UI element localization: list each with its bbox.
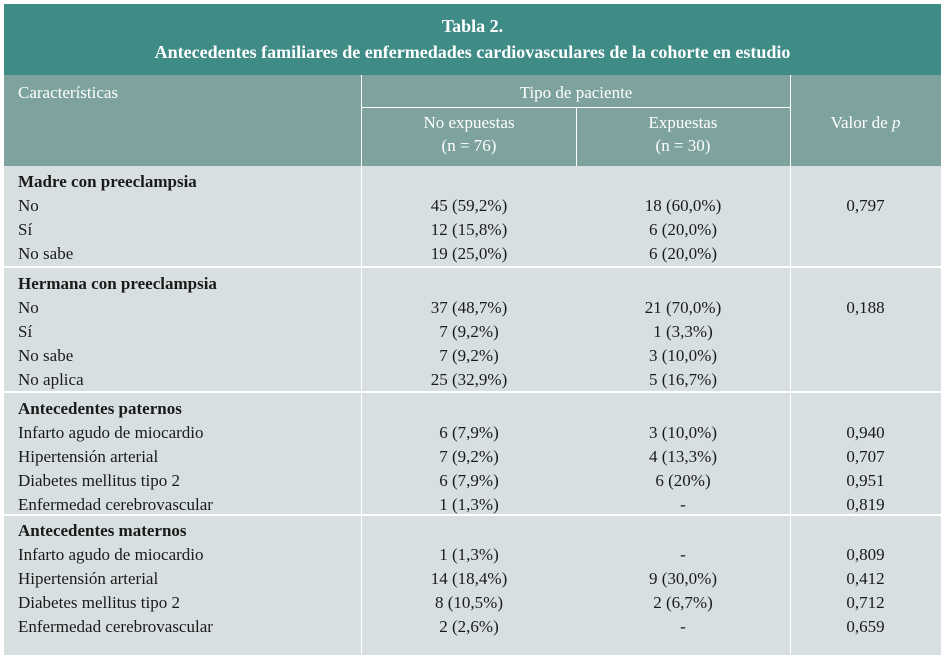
cell-expuestas: 5 (16,7%) [649, 370, 717, 389]
header-subline [361, 107, 791, 108]
cell-no-expuestas: 6 (7,9%) [439, 471, 499, 490]
cell-valor-p: 0,707 [846, 447, 885, 466]
table-row [4, 368, 941, 392]
cell-expuestas: 21 (70,0%) [644, 298, 722, 317]
cell-valor-p: 0,412 [846, 569, 885, 588]
table-row [4, 296, 941, 320]
table-row [4, 543, 941, 567]
section-title: Hermana con preeclampsia [18, 274, 217, 293]
cell-valor-p: 0,797 [846, 196, 885, 215]
row-label: Hipertensión arterial [18, 447, 159, 466]
table-title: Antecedentes familiares de enfermedades cardiovasculares de la cohorte en estudio [154, 42, 791, 62]
row-label: No [18, 196, 39, 215]
table-row [4, 242, 941, 266]
cell-expuestas: - [680, 495, 686, 514]
cell-expuestas: 3 (10,0%) [649, 423, 717, 442]
cell-expuestas: 6 (20,0%) [649, 244, 717, 263]
table-title-bar [4, 4, 941, 75]
cell-valor-p: 0,951 [846, 471, 885, 490]
table-header [4, 75, 941, 166]
table-row [4, 421, 941, 445]
section-header-row [4, 272, 941, 296]
section-title: Antecedentes maternos [18, 521, 187, 540]
cell-valor-p: 0,809 [846, 545, 885, 564]
header-expuestas-n: (n = 30) [655, 136, 711, 155]
cell-expuestas: - [680, 617, 686, 636]
table-container [4, 4, 941, 655]
header-tipo-paciente: Tipo de paciente [519, 83, 633, 102]
table-row [4, 320, 941, 344]
row-label: Hipertensión arterial [18, 569, 159, 588]
row-label: Diabetes mellitus tipo 2 [18, 593, 180, 612]
cell-no-expuestas: 12 (15,8%) [430, 220, 508, 239]
cell-no-expuestas: 6 (7,9%) [439, 423, 499, 442]
table-number: Tabla 2. [441, 16, 504, 36]
cell-expuestas: 9 (30,0%) [649, 569, 717, 588]
cell-no-expuestas: 7 (9,2%) [439, 322, 499, 341]
row-label: Sí [18, 322, 33, 341]
header-no-expuestas: No expuestas [423, 113, 515, 132]
section-divider [4, 266, 941, 268]
cell-no-expuestas: 7 (9,2%) [439, 346, 499, 365]
section-header-row [4, 170, 941, 194]
row-label: No aplica [18, 370, 84, 389]
column-divider [790, 166, 791, 655]
cell-no-expuestas: 7 (9,2%) [439, 447, 499, 466]
header-valor-p-var: p [891, 113, 901, 132]
cell-expuestas: - [680, 545, 686, 564]
row-label: Infarto agudo de miocardio [18, 545, 204, 564]
table-row [4, 469, 941, 493]
cell-valor-p: 0,819 [846, 495, 885, 514]
table-row [4, 194, 941, 218]
section-header-row [4, 519, 941, 543]
cell-expuestas: 1 (3,3%) [653, 322, 713, 341]
row-label: Diabetes mellitus tipo 2 [18, 471, 180, 490]
row-label: Enfermedad cerebrovascular [18, 617, 213, 636]
header-divider [361, 75, 362, 166]
section-title: Antecedentes paternos [18, 399, 182, 418]
header-divider [576, 107, 577, 166]
table-row [4, 591, 941, 615]
cell-valor-p: 0,188 [846, 298, 885, 317]
section-divider [4, 514, 941, 516]
cell-no-expuestas: 37 (48,7%) [430, 298, 508, 317]
row-label: No [18, 298, 39, 317]
cell-no-expuestas: 25 (32,9%) [430, 370, 508, 389]
cell-expuestas: 6 (20,0%) [649, 220, 717, 239]
section-divider [4, 391, 941, 393]
cell-no-expuestas: 8 (10,5%) [435, 593, 503, 612]
table-row [4, 615, 941, 639]
cell-no-expuestas: 45 (59,2%) [430, 196, 508, 215]
section-title: Madre con preeclampsia [18, 172, 197, 191]
cell-expuestas: 6 (20%) [655, 471, 711, 490]
cell-valor-p: 0,712 [846, 593, 885, 612]
row-label: No sabe [18, 346, 74, 365]
table-row [4, 218, 941, 242]
cell-valor-p: 0,940 [846, 423, 885, 442]
header-valor-p-text: Valor de [830, 113, 892, 132]
cell-expuestas: 18 (60,0%) [644, 196, 722, 215]
row-label: Enfermedad cerebrovascular [18, 495, 213, 514]
table-row [4, 567, 941, 591]
cell-expuestas: 4 (13,3%) [649, 447, 717, 466]
section-header-row [4, 397, 941, 421]
cell-no-expuestas: 19 (25,0%) [430, 244, 508, 263]
cell-no-expuestas: 1 (1,3%) [439, 545, 499, 564]
row-label: No sabe [18, 244, 74, 263]
column-divider [361, 166, 362, 655]
header-caracteristicas: Características [18, 83, 119, 102]
row-label: Infarto agudo de miocardio [18, 423, 204, 442]
cell-expuestas: 2 (6,7%) [653, 593, 713, 612]
header-divider [790, 75, 791, 166]
table-row [4, 344, 941, 368]
table-row [4, 445, 941, 469]
cell-expuestas: 3 (10,0%) [649, 346, 717, 365]
cell-no-expuestas: 2 (2,6%) [439, 617, 499, 636]
cell-no-expuestas: 1 (1,3%) [439, 495, 499, 514]
row-label: Sí [18, 220, 33, 239]
header-no-expuestas-n: (n = 76) [441, 136, 497, 155]
header-valor-p [790, 113, 941, 133]
cell-no-expuestas: 14 (18,4%) [430, 569, 508, 588]
cell-valor-p: 0,659 [846, 617, 885, 636]
header-expuestas: Expuestas [648, 113, 718, 132]
